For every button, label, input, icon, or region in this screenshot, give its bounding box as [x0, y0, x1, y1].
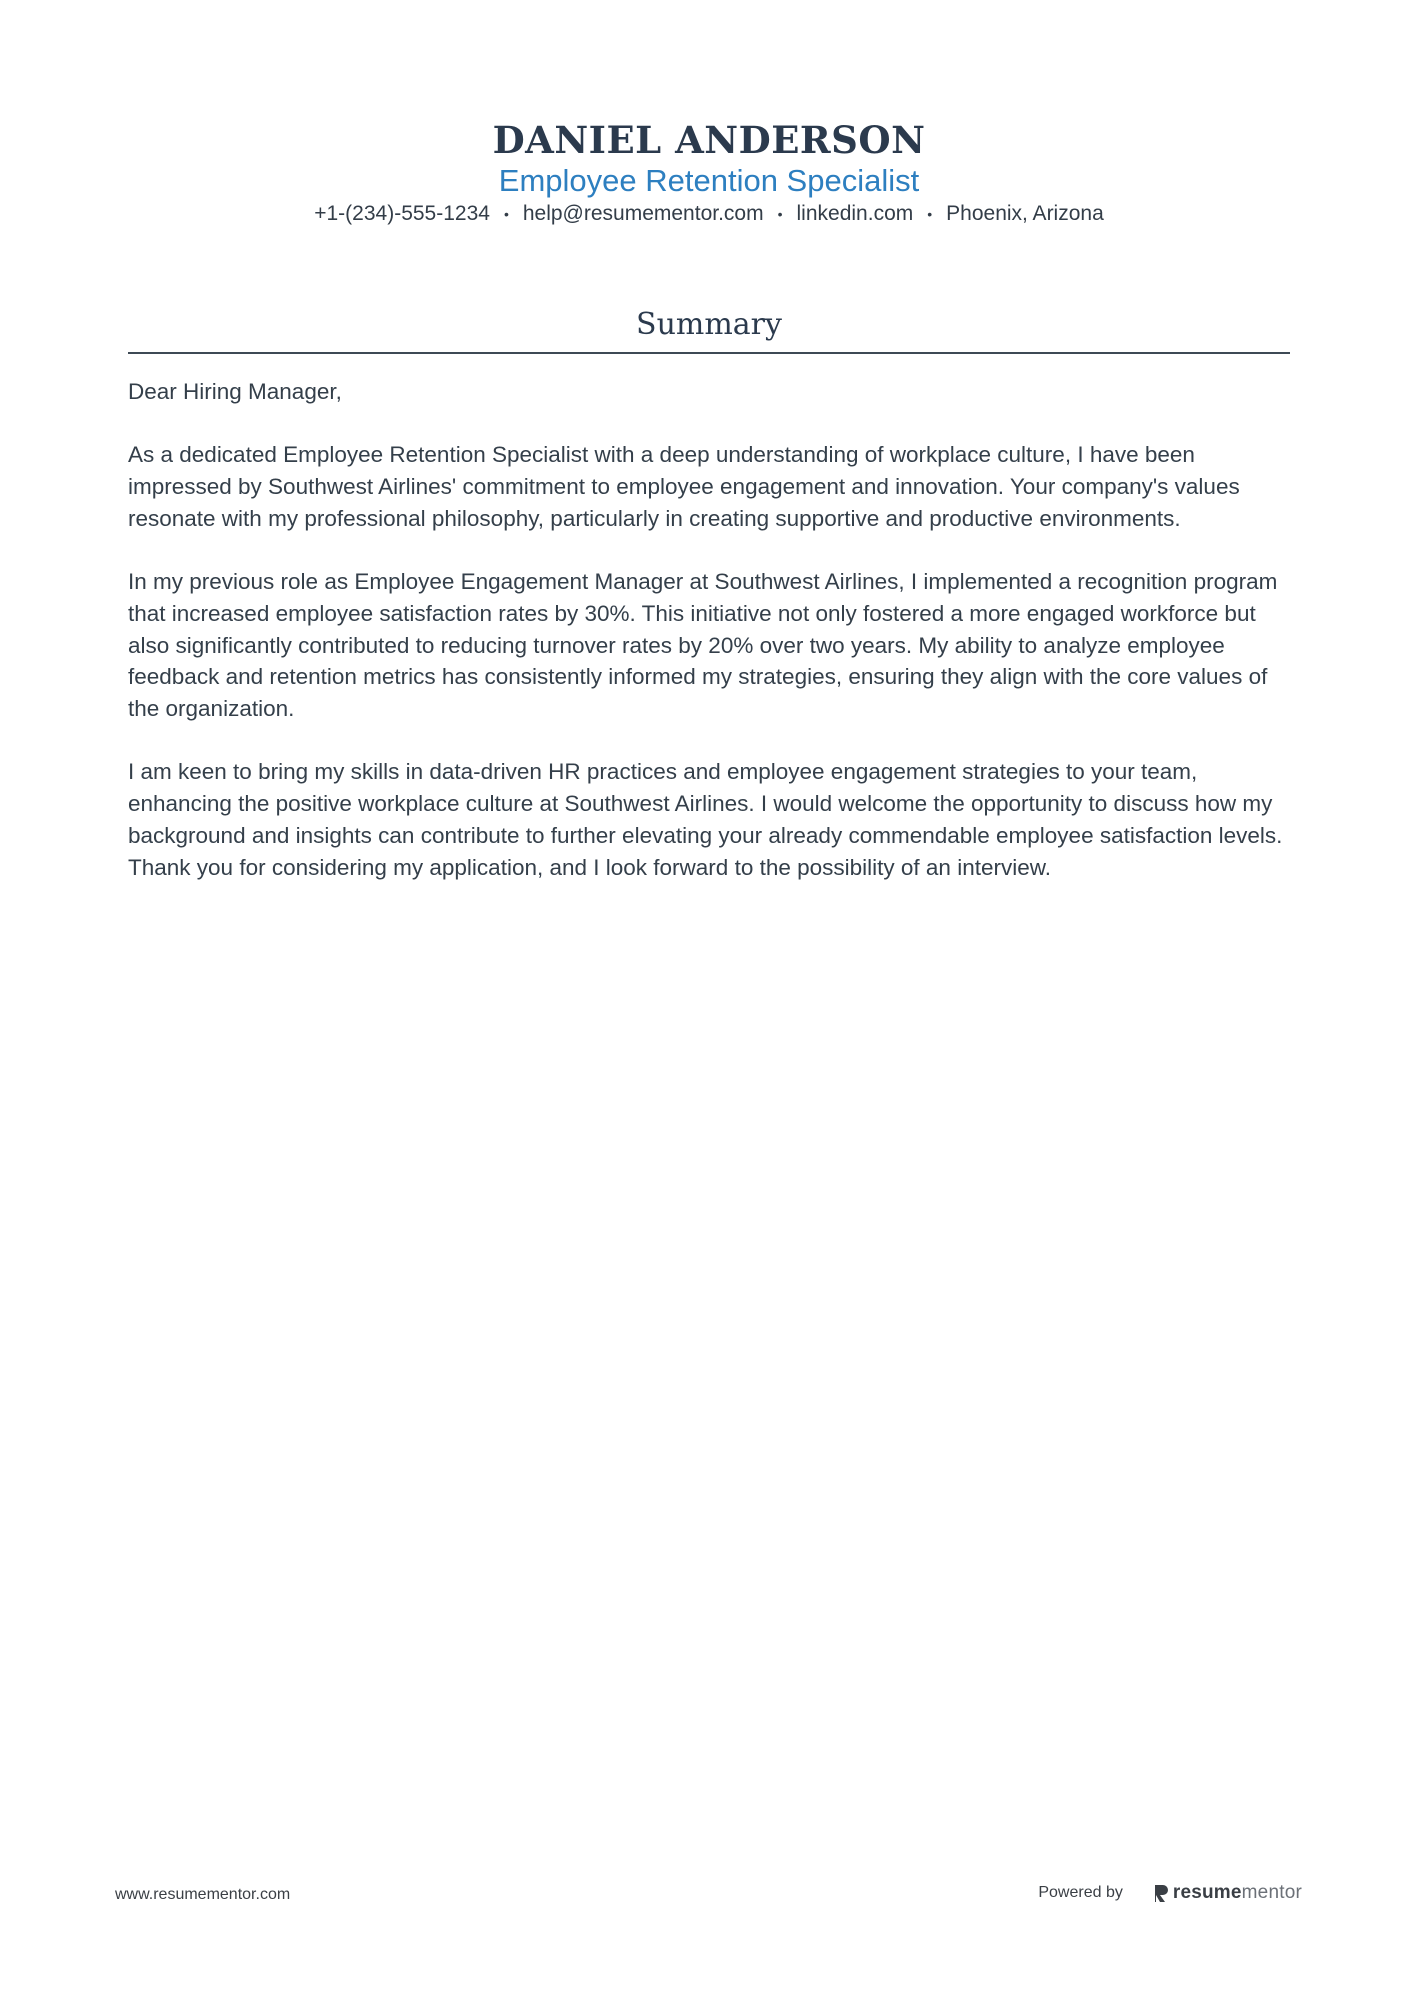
- letter-paragraph: As a dedicated Employee Retention Specialist with a deep understanding of workplace culture, I have been impressed by Southwest Airlines' commitment to employee engagement and innovation. Your company's values resonate with my professional philosophy, particularly in creating supportive and productive environments.: [128, 442, 1240, 531]
- footer-branding: [1038, 1882, 1302, 1904]
- brand-name-light: mentor: [1241, 1882, 1302, 1903]
- separator-dot: •: [503, 206, 509, 222]
- letter-paragraph: In my previous role as Employee Engagement Manager at Southwest Airlines, I implemented a recognition program that increased employee satisfaction rates by 30%. This initiative not only fostered a more engaged workforce but also significantly contributed to reducing turnover rates by 20% over two years. My ability to analyze employee feedback and retention metrics has consistently informed my strategies, ensuring they align with the core values of the organization.: [128, 569, 1278, 721]
- letter-salutation: Dear Hiring Manager,: [128, 379, 342, 404]
- contact-line: [128, 200, 1290, 228]
- footer-website-link[interactable]: www.resumementor.com: [115, 1886, 291, 1903]
- contact-location: Phoenix, Arizona: [946, 202, 1104, 225]
- contact-phone: +1-(234)-555-1234: [314, 202, 490, 225]
- separator-dot: •: [777, 206, 783, 222]
- brand-name-bold: resume: [1172, 1882, 1242, 1903]
- candidate-name: DANIEL ANDERSON: [492, 118, 926, 162]
- section-heading-summary: Summary: [636, 307, 782, 342]
- letter-paragraph: I am keen to bring my skills in data-driven HR practices and employee engagement strategies to your team, enhancing the positive workplace culture at Southwest Airlines. I would welcome the opportunity to discuss how my background and insights can contribute to further elevating your already commendable employee satisfaction levels. Thank you for considering my application, and I look forward to the possibility of an interview.: [128, 759, 1283, 880]
- contact-linkedin[interactable]: linkedin.com: [796, 202, 914, 225]
- cover-letter-page: [128, 0, 1290, 1995]
- separator-dot: •: [927, 206, 933, 222]
- contact-email[interactable]: help@resumementor.com: [522, 202, 764, 225]
- section-divider: [128, 352, 1290, 354]
- resumementor-logo-icon: [1153, 1883, 1169, 1903]
- job-title: Employee Retention Specialist: [498, 163, 920, 198]
- resumementor-logo[interactable]: [1153, 1882, 1302, 1904]
- powered-by-label: Powered by: [1038, 1884, 1123, 1901]
- letter-body: [128, 376, 1290, 915]
- letter-header: [128, 118, 1290, 228]
